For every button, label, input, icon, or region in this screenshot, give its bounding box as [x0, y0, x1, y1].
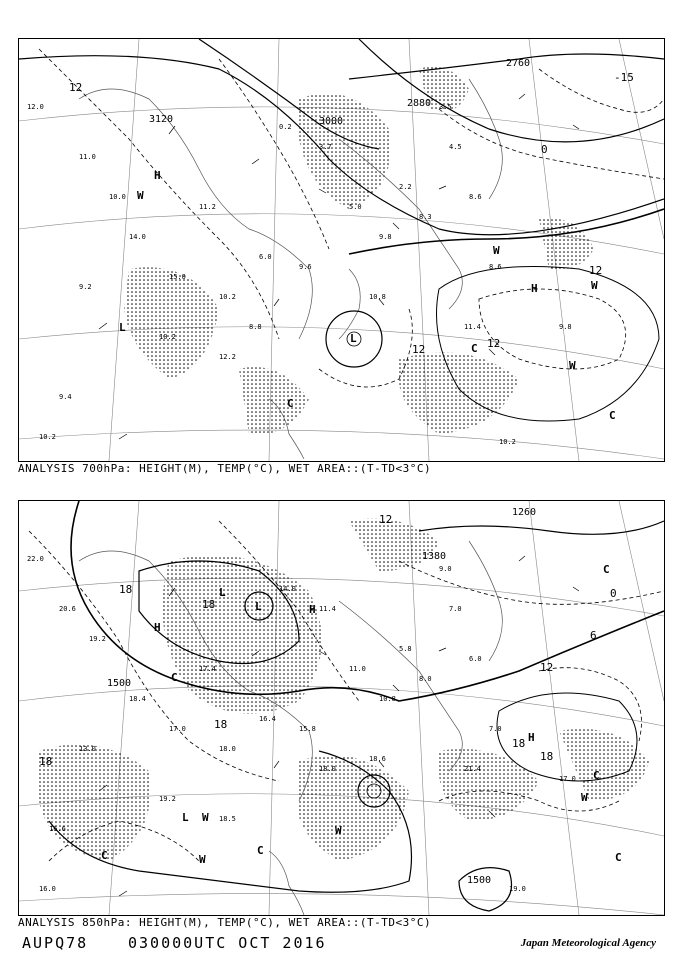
height-label: 2760 — [506, 58, 531, 69]
svg-text:17.0: 17.0 — [169, 725, 186, 733]
low-marker: L — [350, 332, 357, 345]
svg-text:4.5: 4.5 — [449, 143, 462, 151]
svg-text:19.0: 19.0 — [509, 885, 526, 893]
svg-text:16.4: 16.4 — [259, 715, 276, 723]
warm-marker: W — [137, 189, 144, 202]
svg-text:11.4: 11.4 — [464, 323, 481, 331]
svg-text:10.2: 10.2 — [219, 293, 236, 301]
temp-label: 12 — [69, 81, 83, 94]
svg-text:10.2: 10.2 — [39, 433, 56, 441]
svg-text:7.0: 7.0 — [449, 605, 462, 613]
svg-text:2.2: 2.2 — [399, 183, 412, 191]
temp-label: 18 — [512, 737, 526, 750]
wet-areas-700 — [124, 67, 594, 435]
temp-label: 12 — [540, 661, 554, 674]
height-label: 2880 — [407, 98, 432, 109]
svg-text:0.2: 0.2 — [279, 123, 292, 131]
temp-label: 18 — [214, 718, 228, 731]
cold-marker: C — [609, 409, 616, 422]
cold-marker: C — [257, 844, 264, 857]
temp-label: 12 — [379, 513, 393, 526]
cold-marker: C — [287, 397, 294, 410]
svg-text:11.2: 11.2 — [199, 203, 216, 211]
svg-text:10.0: 10.0 — [109, 193, 126, 201]
svg-text:21.4: 21.4 — [464, 765, 481, 773]
svg-text:9.0: 9.0 — [439, 565, 452, 573]
svg-text:3.5: 3.5 — [439, 103, 452, 111]
height-labels-700 — [149, 58, 530, 127]
temp-label: 12 — [589, 264, 603, 277]
cold-marker: C — [615, 851, 622, 864]
svg-text:22.0: 22.0 — [27, 555, 44, 563]
svg-text:17.4: 17.4 — [199, 665, 216, 673]
height-label: 3120 — [149, 114, 174, 125]
low-marker: L — [219, 586, 226, 599]
temp-label: 0 — [610, 587, 617, 600]
svg-text:18.0: 18.0 — [319, 765, 336, 773]
warm-marker: W — [581, 791, 588, 804]
warm-marker: W — [335, 824, 342, 837]
svg-text:9.4: 9.4 — [59, 393, 72, 401]
caption-700hpa: ANALYSIS 700hPa: HEIGHT(M), TEMP(°C), WET AREA::(T-TD<3°C) — [18, 462, 432, 475]
height-label: 3000 — [319, 116, 344, 127]
svg-text:7.0: 7.0 — [489, 725, 502, 733]
svg-text:6.0: 6.0 — [469, 655, 482, 663]
temp-labels-850 — [39, 513, 617, 768]
temp-label: 12 — [487, 337, 501, 350]
height-label: 1260 — [512, 507, 537, 518]
map-panel-700hpa — [18, 38, 665, 462]
temp-label: -15 — [614, 71, 634, 84]
svg-text:11.0: 11.0 — [349, 665, 366, 673]
svg-text:9.8: 9.8 — [559, 323, 572, 331]
cold-marker: C — [593, 769, 600, 782]
svg-text:8.8: 8.8 — [249, 323, 262, 331]
low-marker: L — [119, 321, 126, 334]
svg-text:19.2: 19.2 — [159, 795, 176, 803]
svg-text:10.8: 10.8 — [369, 293, 386, 301]
svg-text:5.8: 5.8 — [399, 645, 412, 653]
svg-text:15.8: 15.8 — [299, 725, 316, 733]
warm-marker: W — [591, 279, 598, 292]
cold-marker: C — [101, 849, 108, 862]
svg-text:18.6: 18.6 — [369, 755, 386, 763]
high-marker: H — [528, 731, 535, 744]
svg-text:17.0: 17.0 — [559, 775, 576, 783]
height-label: 1500 — [467, 875, 492, 886]
svg-text:10.2: 10.2 — [159, 333, 176, 341]
temp-label: 18 — [202, 598, 216, 611]
temp-label: 6 — [590, 629, 597, 642]
temp-label: 0 — [541, 143, 548, 156]
temp-label: 18 — [119, 583, 133, 596]
height-label: 1500 — [107, 678, 132, 689]
svg-text:20.6: 20.6 — [59, 605, 76, 613]
high-marker: H — [154, 169, 161, 182]
svg-text:14.0: 14.0 — [279, 585, 296, 593]
cold-marker: C — [171, 671, 178, 684]
svg-text:16.0: 16.0 — [39, 885, 56, 893]
svg-text:10.2: 10.2 — [499, 438, 516, 446]
svg-text:12.0: 12.0 — [27, 103, 44, 111]
temp-label: 12 — [412, 343, 426, 356]
low-marker: L — [255, 600, 262, 613]
cold-marker: C — [471, 342, 478, 355]
agency-name: Japan Meteorological Agency — [520, 937, 656, 949]
svg-text:5.0: 5.0 — [349, 203, 362, 211]
svg-text:11.4: 11.4 — [319, 605, 336, 613]
svg-text:6.0: 6.0 — [259, 253, 272, 261]
valid-time: 030000UTC OCT 2016 — [128, 934, 327, 952]
svg-text:18.4: 18.4 — [129, 695, 146, 703]
temp-label: 18 — [39, 755, 53, 768]
svg-text:8.6: 8.6 — [489, 263, 502, 271]
svg-text:15.0: 15.0 — [169, 273, 186, 281]
svg-text:3.7: 3.7 — [319, 143, 332, 151]
svg-text:12.2: 12.2 — [219, 353, 236, 361]
svg-text:10.8: 10.8 — [379, 695, 396, 703]
high-marker: H — [154, 621, 161, 634]
svg-text:8.6: 8.6 — [469, 193, 482, 201]
high-marker: H — [531, 282, 538, 295]
low-marker: L — [182, 811, 189, 824]
high-marker: H — [309, 603, 316, 616]
svg-text:14.0: 14.0 — [129, 233, 146, 241]
map-700hpa — [19, 39, 664, 461]
svg-text:9.6: 9.6 — [299, 263, 312, 271]
warm-marker: W — [202, 811, 209, 824]
warm-marker: W — [493, 244, 500, 257]
svg-text:18.5: 18.5 — [219, 815, 236, 823]
svg-text:19.2: 19.2 — [89, 635, 106, 643]
cold-marker: C — [603, 563, 610, 576]
warm-marker: W — [569, 359, 576, 372]
svg-text:13.0: 13.0 — [79, 745, 96, 753]
temp-label: 18 — [540, 750, 554, 763]
svg-text:18.0: 18.0 — [219, 745, 236, 753]
svg-text:8.3: 8.3 — [419, 213, 432, 221]
map-panel-850hpa — [18, 500, 665, 916]
chart-code: AUPQ78 — [22, 934, 89, 952]
svg-text:8.0: 8.0 — [419, 675, 432, 683]
svg-text:9.8: 9.8 — [379, 233, 392, 241]
svg-text:11.0: 11.0 — [79, 153, 96, 161]
warm-marker: W — [199, 853, 206, 866]
svg-text:16.6: 16.6 — [49, 825, 66, 833]
caption-850hpa: ANALYSIS 850hPa: HEIGHT(M), TEMP(°C), WET AREA::(T-TD<3°C) — [18, 916, 432, 929]
height-label: 1380 — [422, 551, 447, 562]
map-850hpa — [19, 501, 664, 915]
svg-text:9.2: 9.2 — [79, 283, 92, 291]
wet-areas-850 — [39, 519, 649, 862]
